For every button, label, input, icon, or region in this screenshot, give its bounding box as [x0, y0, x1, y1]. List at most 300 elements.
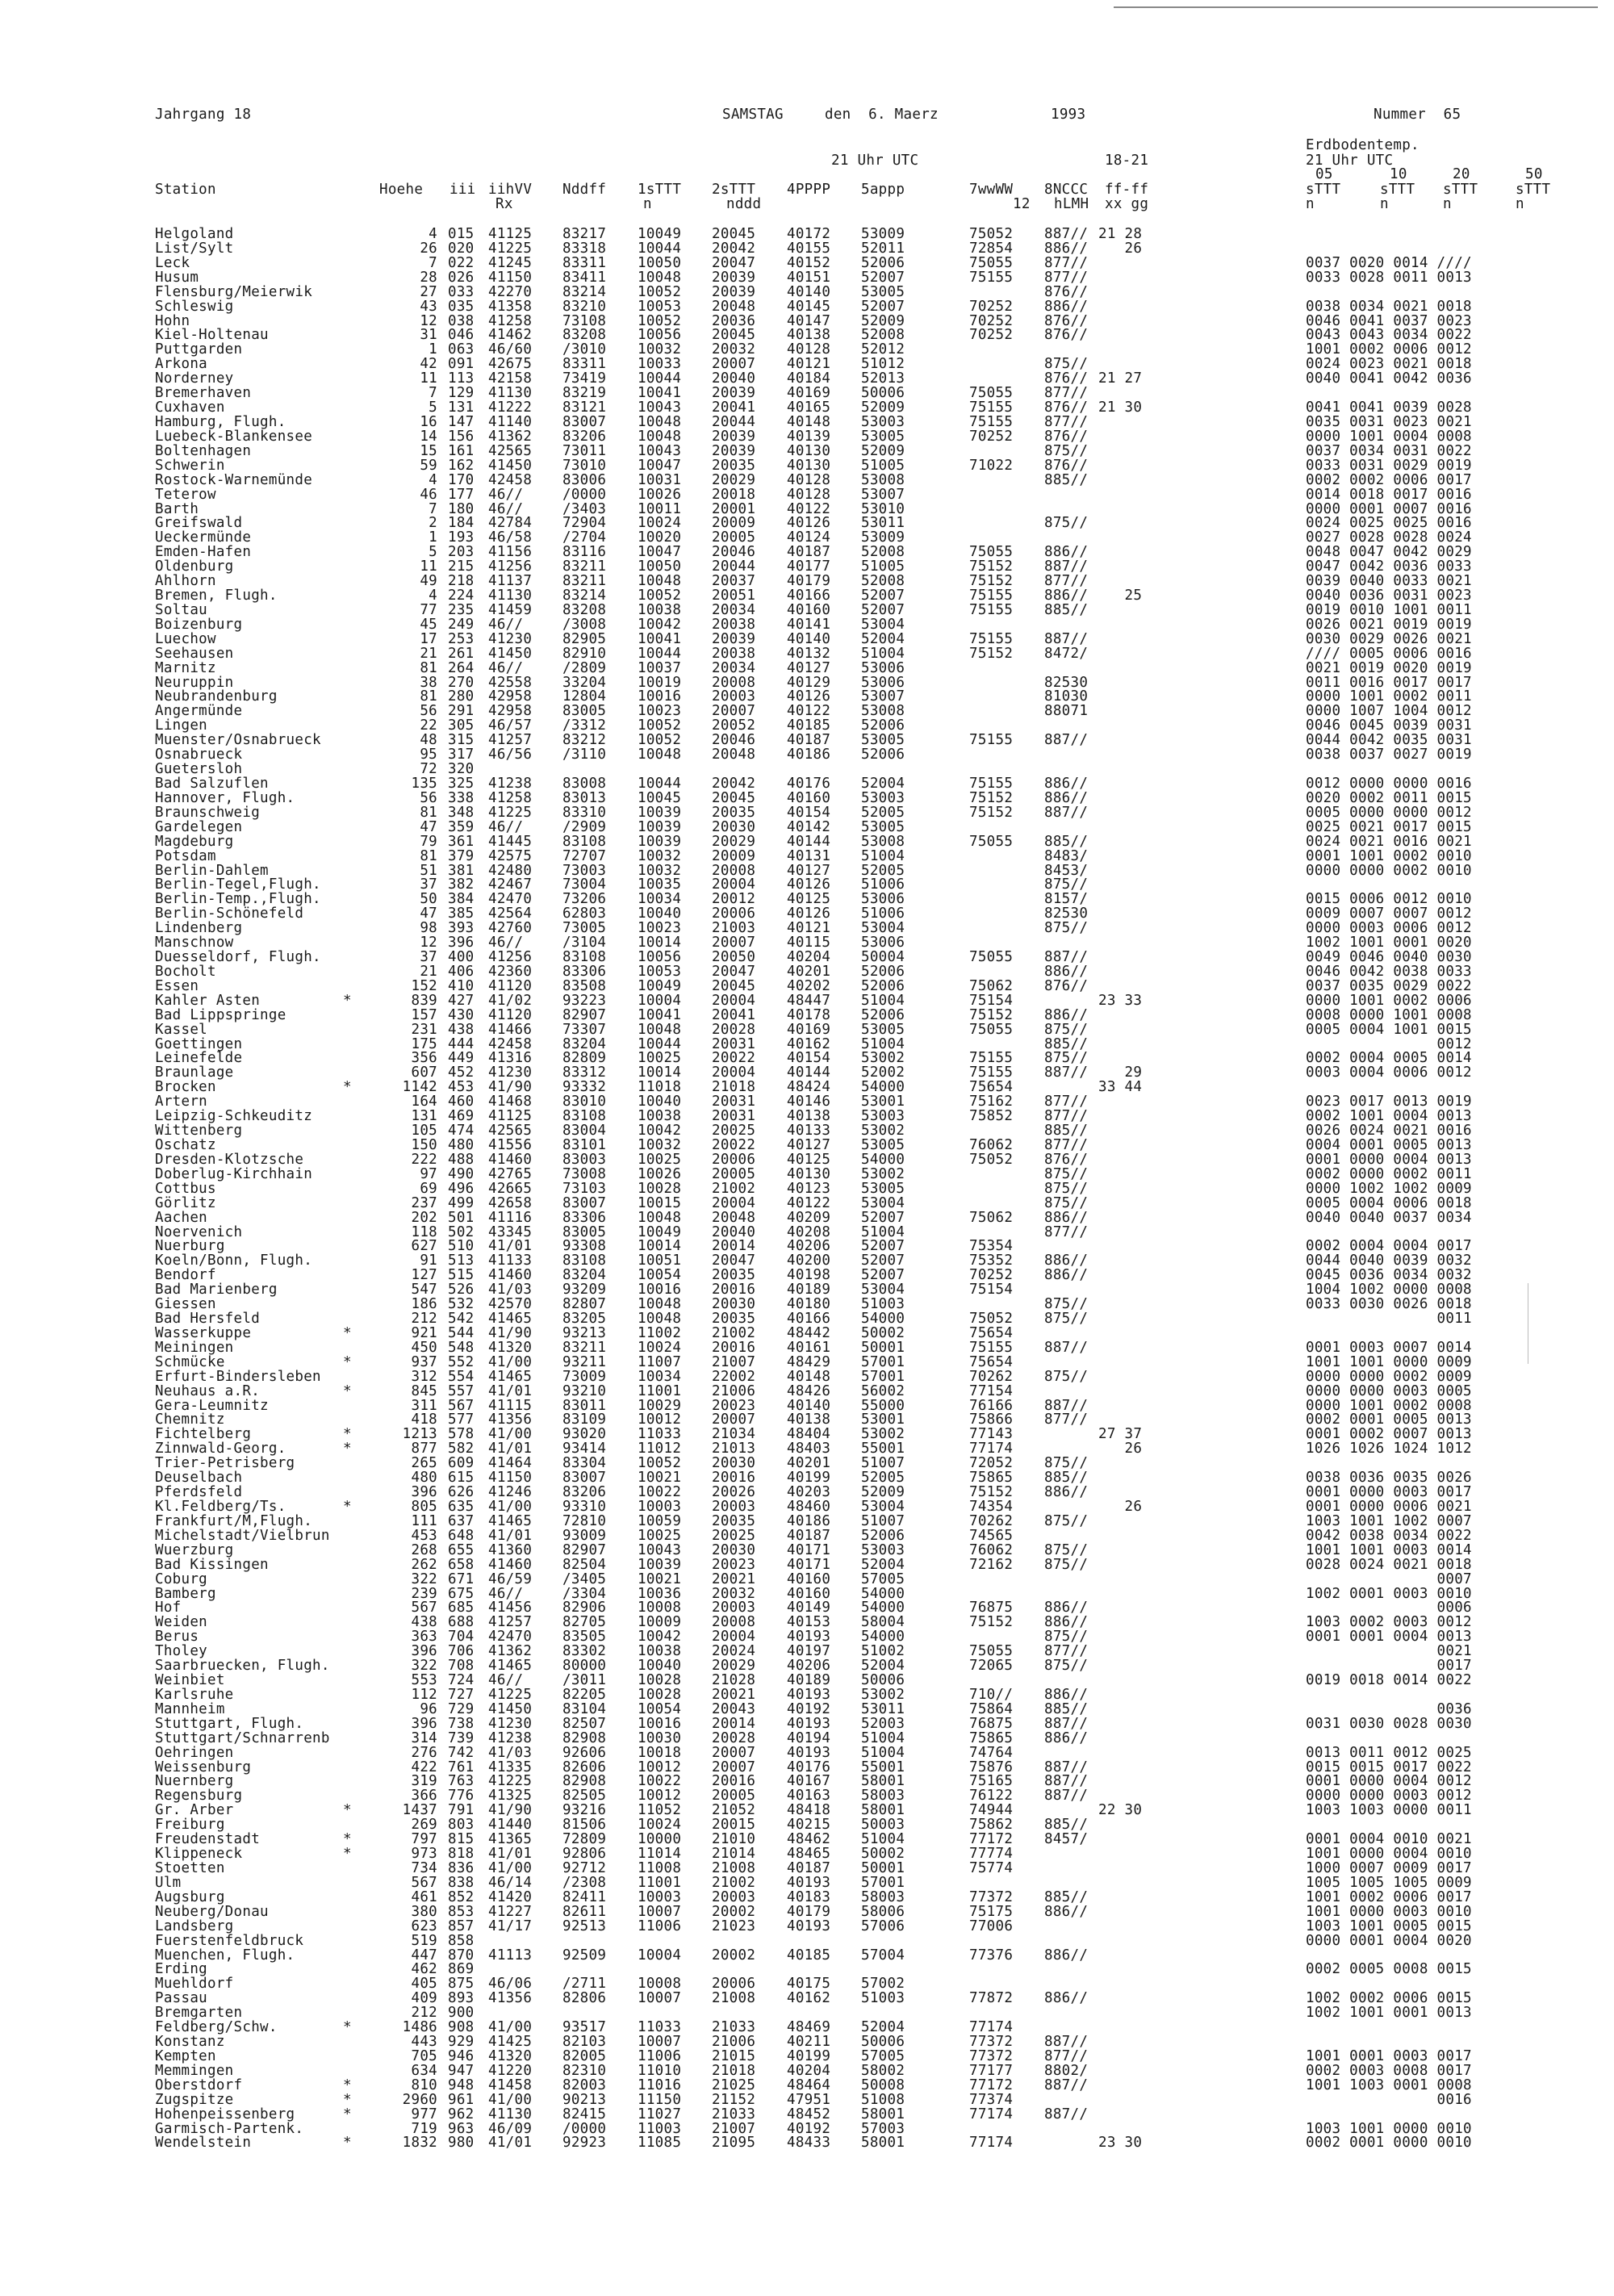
cl-value: 875//	[1044, 876, 1089, 893]
iii-value: 963	[448, 2120, 475, 2137]
hoehe-value: 150	[411, 1137, 437, 1153]
iii-value: 637	[448, 1512, 475, 1529]
ap-value: 53011	[861, 1700, 905, 1717]
ww-value: 75152	[969, 1484, 1014, 1500]
iii-value: 742	[448, 1744, 475, 1761]
col-iii: iii	[449, 182, 476, 198]
station-name: Pferdsfeld	[155, 1484, 243, 1500]
ap-value: 51007	[861, 1455, 905, 1472]
ts-value: 10014	[638, 1238, 682, 1255]
td-value: 20039	[712, 630, 756, 647]
iii-value: 203	[448, 544, 475, 561]
station-name: Kassel	[155, 1021, 208, 1038]
cl-value: 877//	[1044, 2047, 1089, 2064]
cl-value: 875//	[1044, 1180, 1089, 1197]
cl-value: 876//	[1044, 977, 1089, 994]
ts-value: 10043	[638, 399, 682, 416]
ff-value: 33 44	[1098, 1079, 1143, 1096]
ts-value: 10035	[638, 876, 682, 893]
ts-value: 11008	[638, 1860, 682, 1876]
ww-value: 75165	[969, 1773, 1014, 1790]
iihvv-value: 41225	[488, 240, 533, 257]
iii-value: 218	[448, 573, 475, 590]
iihvv-value: 46/56	[488, 747, 533, 763]
td-value: 20016	[712, 1339, 756, 1356]
hoehe-value: 453	[411, 1527, 437, 1544]
hoehe-value: 7	[429, 254, 437, 271]
station-name: Gera-Leumnitz	[155, 1397, 269, 1414]
iihvv-value: 41320	[488, 2047, 533, 2064]
iihvv-value: 41256	[488, 949, 533, 965]
td-value: 21033	[712, 2019, 756, 2036]
table-row	[0, 646, 1614, 661]
station-name: Doberlug-Kirchhain	[155, 1165, 313, 1182]
depth-05: 05	[1315, 166, 1333, 182]
hoehe-value: 719	[411, 2120, 437, 2137]
td-value: 21008	[712, 1990, 756, 2007]
ts-value: 10052	[638, 732, 682, 749]
td-value: 21033	[712, 2106, 756, 2122]
table-row	[0, 270, 1614, 285]
iihvv-value: 41238	[488, 776, 533, 792]
table-row	[0, 921, 1614, 935]
soil-values: 0039 0040 0033 0021	[1306, 573, 1472, 590]
pp-value: 47951	[787, 2091, 831, 2108]
hoehe-value: 2960	[402, 2091, 437, 2108]
soil-values: 0046 0045 0039 0031	[1306, 717, 1472, 734]
ts-value: 10032	[638, 847, 682, 864]
iii-value: 474	[448, 1123, 475, 1139]
td-value: 20045	[712, 977, 756, 994]
hoehe-value: 973	[411, 1846, 437, 1862]
iii-value: 869	[448, 1961, 475, 1978]
nddff-value: 73009	[562, 1368, 607, 1385]
cl-value: 886//	[1044, 963, 1089, 980]
soil-values: 1002 0001 0003 0010	[1306, 1585, 1472, 1602]
cl-value: 887//	[1044, 1064, 1089, 1081]
ts-value: 10028	[638, 1686, 682, 1703]
td-value: 20007	[712, 935, 756, 951]
iihvv-value: 42360	[488, 963, 533, 980]
iihvv-value: 41462	[488, 327, 533, 344]
cl-value: 8483/	[1044, 847, 1089, 864]
ts-value: 10007	[638, 1903, 682, 1920]
station-name: Aachen	[155, 1209, 208, 1226]
table-row	[0, 1803, 1614, 1817]
nddff-value: 82705	[562, 1614, 607, 1631]
cl-value: 8472/	[1044, 645, 1089, 662]
station-name: Oschatz	[155, 1137, 216, 1153]
station-name: Braunlage	[155, 1064, 234, 1081]
station-name: Koeln/Bonn, Flugh.	[155, 1253, 313, 1269]
soil-values: 0024 0023 0021 0018	[1306, 356, 1472, 373]
hoehe-value: 396	[411, 1643, 437, 1660]
ap-value: 55000	[861, 1397, 905, 1414]
soil-values: 0000 1007 1004 0012	[1306, 703, 1472, 720]
ts-value: 10003	[638, 1499, 682, 1515]
station-name: Brocken	[155, 1079, 216, 1096]
nddff-value: 93020	[562, 1426, 607, 1443]
depth-10: 10	[1390, 166, 1407, 182]
nddff-value: 73419	[562, 370, 607, 387]
station-name: Hannover, Flugh.	[155, 789, 295, 806]
ap-value: 53001	[861, 1094, 905, 1110]
ts-value: 10044	[638, 370, 682, 387]
nddff-value: 83311	[562, 356, 607, 373]
pp-value: 40149	[787, 1600, 831, 1616]
iihvv-value: 43345	[488, 1223, 533, 1240]
iihvv-value: 42958	[488, 688, 533, 705]
table-row	[0, 2020, 1614, 2035]
iihvv-value: 41459	[488, 601, 533, 618]
cl-value: 875//	[1044, 1658, 1089, 1675]
hoehe-value: 239	[411, 1585, 437, 1602]
iihvv-value: 41222	[488, 399, 533, 416]
soil-values: 0033 0030 0026 0018	[1306, 1296, 1472, 1313]
ap-value: 53005	[861, 818, 905, 835]
iihvv-value: 41/03	[488, 1744, 533, 1761]
table-row	[0, 2093, 1614, 2107]
iihvv-value: 41/01	[488, 2135, 533, 2152]
ap-value: 50006	[861, 385, 905, 402]
pp-value: 40208	[787, 1223, 831, 1240]
ap-value: 52005	[861, 862, 905, 879]
soil-values: 0019 0018 0014 0022	[1306, 1672, 1472, 1688]
ap-value: 51003	[861, 1990, 905, 2007]
pp-value: 40175	[787, 1976, 831, 1993]
soil-values: 0019 0010 1001 0011	[1306, 601, 1472, 618]
iihvv-value: 41/90	[488, 1079, 533, 1096]
ts-value: 10039	[638, 818, 682, 835]
ts-value: 11006	[638, 1918, 682, 1934]
soil-values: 1001 0000 0004 0010	[1306, 1846, 1472, 1862]
td-value: 20044	[712, 558, 756, 575]
cl-value: 8453/	[1044, 862, 1089, 879]
station-name: Norderney	[155, 370, 234, 387]
iii-value: 396	[448, 935, 475, 951]
ts-value: 11001	[638, 1874, 682, 1891]
nddff-value: /0000	[562, 2120, 607, 2137]
nddff-value: 92513	[562, 1918, 607, 1934]
cl-value: 887//	[1044, 1397, 1089, 1414]
ww-value: 76875	[969, 1600, 1014, 1616]
soil-values: 0000 1001 0004 0008	[1306, 428, 1472, 445]
td-value: 21095	[712, 2135, 756, 2152]
iii-value: 180	[448, 500, 475, 517]
table-row	[0, 1760, 1614, 1775]
pp-value: 40121	[787, 356, 831, 373]
table-row	[0, 429, 1614, 444]
ww-value: 75152	[969, 789, 1014, 806]
ww-value: 75654	[969, 1079, 1014, 1096]
iii-value: 853	[448, 1903, 475, 1920]
iii-value: 224	[448, 588, 475, 604]
iii-value: 147	[448, 414, 475, 430]
nddff-value: 83318	[562, 240, 607, 257]
soil-values: 0033 0031 0029 0019	[1306, 457, 1472, 474]
pp-value: 48465	[787, 1846, 831, 1862]
hoehe-value: 396	[411, 1715, 437, 1732]
nddff-value: 93216	[562, 1802, 607, 1819]
ts-value: 11002	[638, 1324, 682, 1341]
pp-value: 40127	[787, 659, 831, 676]
nddff-value: 72809	[562, 1831, 607, 1848]
td-value: 20018	[712, 486, 756, 503]
td-value: 20035	[712, 1311, 756, 1327]
ts-value: 10018	[638, 1744, 682, 1761]
nddff-value: 72707	[562, 847, 607, 864]
iii-value: 315	[448, 732, 475, 749]
hoehe-value: 396	[411, 1484, 437, 1500]
td-value: 21002	[712, 1874, 756, 1891]
iii-value: 532	[448, 1296, 475, 1313]
table-row	[0, 1861, 1614, 1876]
td-value: 21023	[712, 1918, 756, 1934]
td-value: 20008	[712, 862, 756, 879]
table-row	[0, 1832, 1614, 1846]
iihvv-value: 41/00	[488, 1499, 533, 1515]
pp-value: 40193	[787, 1874, 831, 1891]
ap-value: 54000	[861, 1629, 905, 1646]
ts-value: 10044	[638, 776, 682, 792]
iihvv-value: 41356	[488, 1411, 533, 1428]
nddff-value: 83010	[562, 1094, 607, 1110]
hoehe-value: 1213	[402, 1426, 437, 1443]
td-value: 20032	[712, 1585, 756, 1602]
td-value: 20041	[712, 399, 756, 416]
table-row	[0, 849, 1614, 864]
hoehe-value: 127	[411, 1267, 437, 1284]
iii-value: 648	[448, 1527, 475, 1544]
station-name: Emden-Hafen	[155, 544, 252, 561]
table-row	[0, 2122, 1614, 2136]
soil-values: 0001 0000 0006 0021	[1306, 1499, 1472, 1515]
nddff-value: 80000	[562, 1658, 607, 1675]
station-name: Mannheim	[155, 1700, 225, 1717]
station-name: Gr. Arber	[155, 1802, 234, 1819]
hoehe-value: 22	[420, 717, 437, 734]
ww-value: 77177	[969, 2062, 1014, 2079]
soil-values: 0011	[1306, 1311, 1472, 1327]
table-row	[0, 864, 1614, 878]
pp-value: 40176	[787, 1759, 831, 1775]
soil-values: 0043 0043 0034 0022	[1306, 327, 1472, 344]
soil-values: 0009 0007 0007 0012	[1306, 905, 1472, 922]
col-td-sub: nddd	[726, 196, 762, 212]
ww-value: 75062	[969, 1209, 1014, 1226]
td-value: 20031	[712, 1108, 756, 1125]
pp-value: 40148	[787, 414, 831, 430]
ww-value: 70262	[969, 1368, 1014, 1385]
ap-value: 58001	[861, 2106, 905, 2122]
iii-value: 469	[448, 1108, 475, 1125]
hoehe-value: 212	[411, 1311, 437, 1327]
td-value: 20007	[712, 1759, 756, 1775]
station-name: Chemnitz	[155, 1411, 225, 1428]
nddff-value: 90213	[562, 2091, 607, 2108]
pp-value: 40194	[787, 1729, 831, 1746]
iihvv-value: 42558	[488, 674, 533, 691]
ap-value: 57003	[861, 2120, 905, 2137]
table-row	[0, 2064, 1614, 2078]
td-value: 20048	[712, 298, 756, 315]
station-name: Karlsruhe	[155, 1686, 234, 1703]
hoehe-value: 627	[411, 1238, 437, 1255]
td-value: 20036	[712, 312, 756, 329]
ts-value: 10039	[638, 1556, 682, 1573]
iihvv-value: 41/00	[488, 2019, 533, 2036]
nddff-value: 83206	[562, 1484, 607, 1500]
station-name: Nuerburg	[155, 1238, 225, 1255]
td-value: 21018	[712, 2062, 756, 2079]
ts-value: 10008	[638, 1976, 682, 1993]
station-name: Berlin-Schönefeld	[155, 905, 304, 922]
col-ap: 5appp	[861, 182, 905, 198]
cl-value: 886//	[1044, 298, 1089, 315]
iii-value: 496	[448, 1180, 475, 1197]
ts-value: 11052	[638, 1802, 682, 1819]
td-value: 20028	[712, 1729, 756, 1746]
ww-value: 75864	[969, 1700, 1014, 1717]
table-row	[0, 473, 1614, 487]
station-name: Seehausen	[155, 645, 234, 662]
ff-value: 21 28	[1098, 226, 1143, 242]
station-name: Kl.Feldberg/Ts.	[155, 1499, 286, 1515]
iii-value: 170	[448, 471, 475, 488]
ts-value: 10008	[638, 1600, 682, 1616]
mountain-marker: *	[343, 2106, 352, 2122]
mountain-marker: *	[343, 2076, 352, 2093]
table-row	[0, 1268, 1614, 1282]
table-row	[0, 342, 1614, 357]
station-name: Osnabrueck	[155, 747, 243, 763]
cl-value: 877//	[1044, 1108, 1089, 1125]
iii-value: 270	[448, 674, 475, 691]
cl-value: 876//	[1044, 428, 1089, 445]
table-row	[0, 1080, 1614, 1094]
iii-value: 544	[448, 1324, 475, 1341]
table-row	[0, 1196, 1614, 1211]
soil-values: 0033 0028 0011 0013	[1306, 269, 1472, 286]
soil-values: 0002 0002 0006 0017	[1306, 471, 1472, 488]
station-name: Hof	[155, 1600, 182, 1616]
soil-values: 1001 1003 0001 0008	[1306, 2076, 1472, 2093]
td-value: 20005	[712, 529, 756, 546]
pp-value: 40189	[787, 1282, 831, 1299]
soil-values: 0042 0038 0034 0022	[1306, 1527, 1472, 1544]
mountain-marker: *	[343, 1441, 352, 1457]
soil-values: 0005 0004 1001 0015	[1306, 1021, 1472, 1038]
nddff-value: /3104	[562, 935, 607, 951]
iihvv-value: 41150	[488, 269, 533, 286]
soil-values: 0047 0042 0036 0033	[1306, 558, 1472, 575]
soil-values: 0000 0000 0002 0010	[1306, 862, 1472, 879]
table-row	[0, 1934, 1614, 1948]
cl-value: 887//	[1044, 1773, 1089, 1790]
soil-values: 0007	[1306, 1570, 1472, 1587]
ap-value: 53002	[861, 1165, 905, 1182]
hoehe-value: 363	[411, 1629, 437, 1646]
ap-value: 51005	[861, 457, 905, 474]
hoehe-value: 47	[420, 905, 437, 922]
soil-values: 0002 0001 0005 0013	[1306, 1411, 1472, 1428]
ap-value: 51003	[861, 1296, 905, 1313]
table-row	[0, 1225, 1614, 1240]
ww-value: 75152	[969, 573, 1014, 590]
station-name: Nuernberg	[155, 1773, 234, 1790]
iii-value: 460	[448, 1094, 475, 1110]
iihvv-value: 42458	[488, 471, 533, 488]
soil-values: 0006	[1306, 1600, 1472, 1616]
pp-value: 40172	[787, 226, 831, 242]
ww-value: 75152	[969, 645, 1014, 662]
soil-values: 0044 0042 0035 0031	[1306, 732, 1472, 749]
hoehe-value: 16	[420, 414, 437, 430]
nddff-value: 83205	[562, 1311, 607, 1327]
soil-values: 0023 0017 0013 0019	[1306, 1094, 1472, 1110]
ts-value: 10022	[638, 1484, 682, 1500]
iii-value: 452	[448, 1064, 475, 1081]
station-name: Regensburg	[155, 1788, 243, 1805]
ts-value: 10041	[638, 1006, 682, 1023]
td-value: 20035	[712, 1512, 756, 1529]
nddff-value: 93209	[562, 1282, 607, 1299]
hoehe-value: 797	[411, 1831, 437, 1848]
ap-value: 57004	[861, 1947, 905, 1964]
pp-value: 40193	[787, 1744, 831, 1761]
pp-value: 40160	[787, 1585, 831, 1602]
td-value: 20006	[712, 905, 756, 922]
iihvv-value: 46//	[488, 1585, 524, 1602]
nddff-value: 83108	[562, 949, 607, 965]
soil-values: 0001 1001 0002 0010	[1306, 847, 1472, 864]
ww-value: 77174	[969, 2135, 1014, 2152]
pp-value: 40193	[787, 1686, 831, 1703]
ww-value: 70252	[969, 1267, 1014, 1284]
iii-value: 253	[448, 630, 475, 647]
hoehe-value: 237	[411, 1194, 437, 1211]
ts-value: 10048	[638, 428, 682, 445]
hoehe-value: 26	[420, 240, 437, 257]
station-name: Görlitz	[155, 1194, 216, 1211]
td-value: 20030	[712, 818, 756, 835]
ww-value: 74944	[969, 1802, 1014, 1819]
col-ww-sub: 12	[1013, 196, 1031, 212]
soil-values: 0003 0004 0006 0012	[1306, 1064, 1472, 1081]
pp-value: 40187	[787, 1527, 831, 1544]
station-name: Cuxhaven	[155, 399, 225, 416]
nddff-value: 82507	[562, 1715, 607, 1732]
soil-values: 0037 0034 0031 0022	[1306, 442, 1472, 459]
iii-value: 791	[448, 1802, 475, 1819]
iii-value: 688	[448, 1614, 475, 1631]
hoehe-value: 322	[411, 1658, 437, 1675]
hoehe-value: 15	[420, 442, 437, 459]
station-name: Oberstdorf	[155, 2076, 243, 2093]
ww-value: 75052	[969, 1151, 1014, 1168]
cl-value: 886//	[1044, 1990, 1089, 2007]
mountain-marker: *	[343, 1079, 352, 1096]
ww-value: 77372	[969, 1888, 1014, 1905]
iihvv-value: 41/01	[488, 1846, 533, 1862]
table-row	[0, 993, 1614, 1008]
station-name: Stoetten	[155, 1860, 225, 1876]
table-row	[0, 545, 1614, 559]
td-value: 20016	[712, 1282, 756, 1299]
station-name: Augsburg	[155, 1888, 225, 1905]
pp-value: 40128	[787, 471, 831, 488]
hoehe-value: 202	[411, 1209, 437, 1226]
